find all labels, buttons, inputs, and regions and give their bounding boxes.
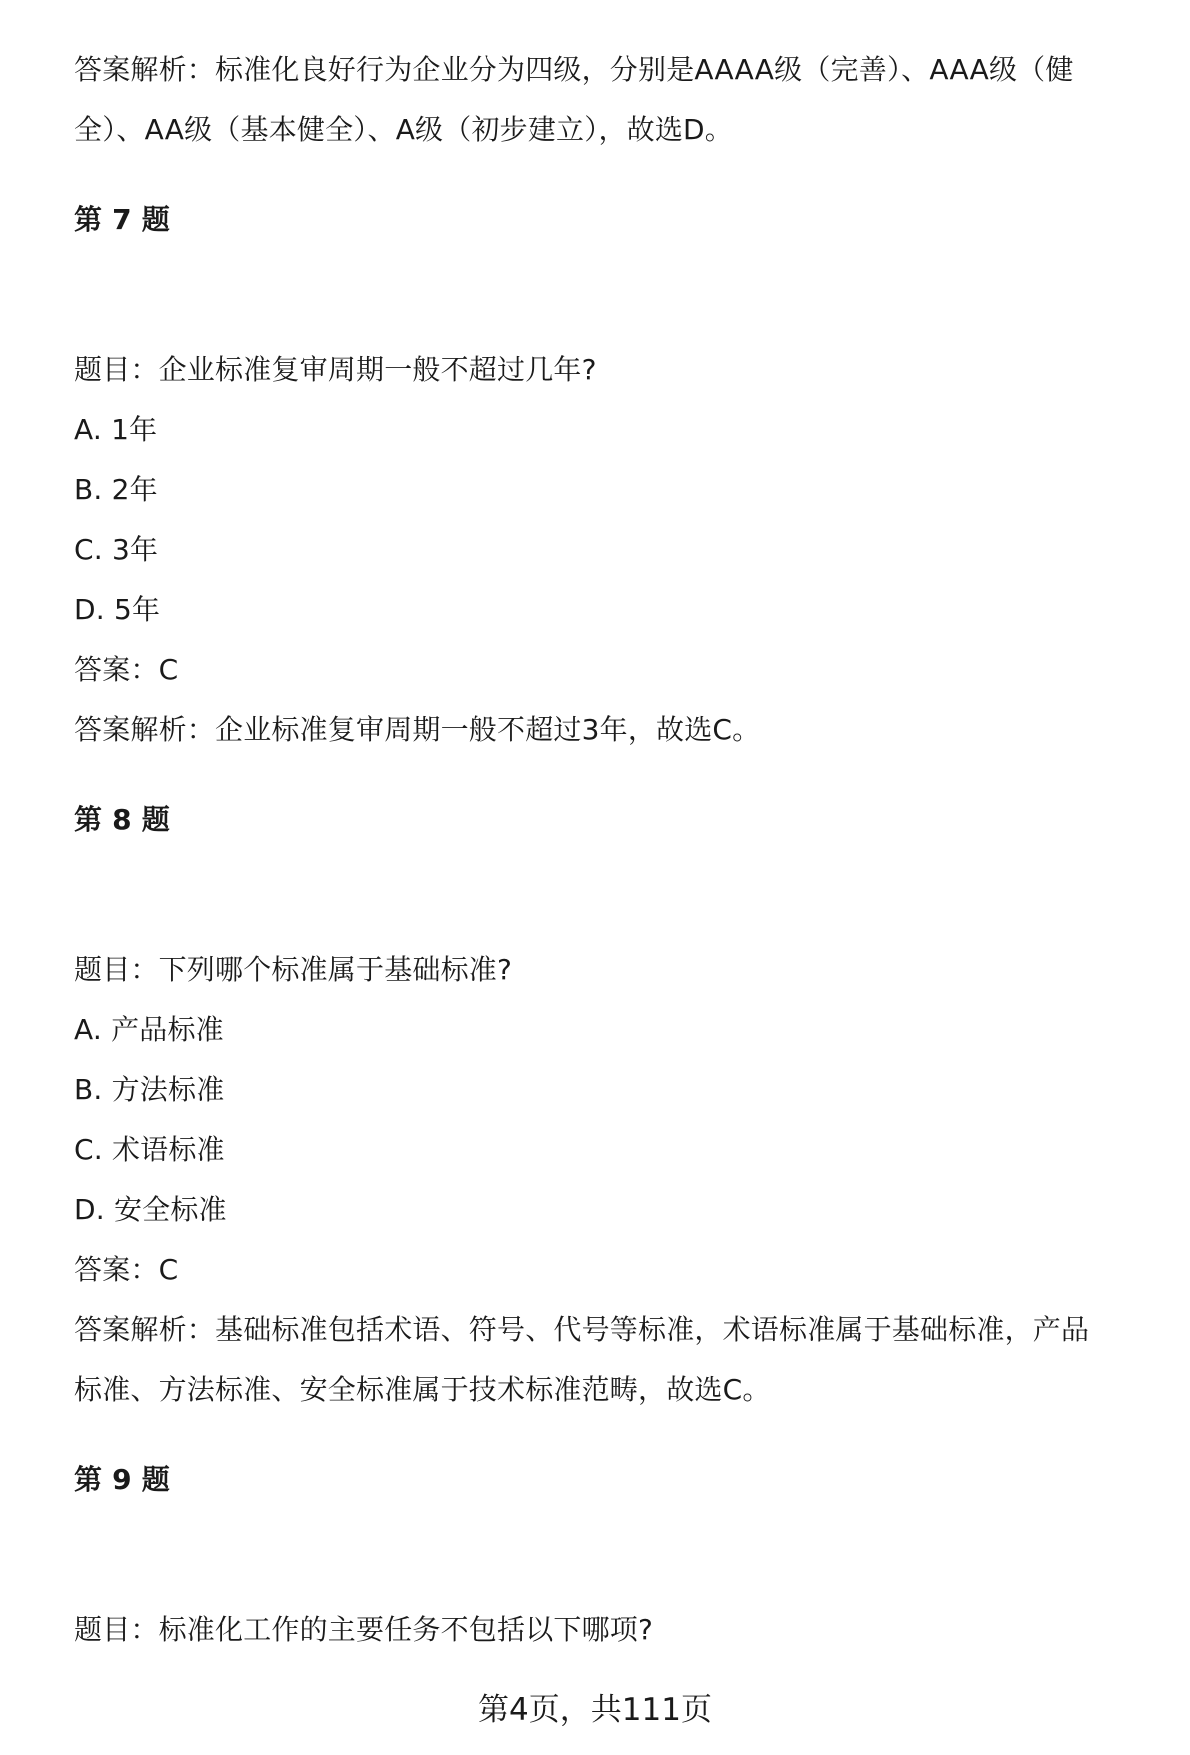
question-8-option-a: A. 产品标准 <box>74 1013 224 1046</box>
question-8-text: 题目：下列哪个标准属于基础标准? <box>74 953 513 986</box>
question-7-option-c: C. 3年 <box>74 533 159 566</box>
question-7-option-a: A. 1年 <box>74 413 158 446</box>
question-7-heading: 第 7 题 <box>74 203 170 236</box>
prev-explanation-line-2: 全）、AA级（基本健全）、A级（初步建立），故选D。 <box>74 113 734 146</box>
question-8-explanation-line-1: 答案解析：基础标准包括术语、符号、代号等标准，术语标准属于基础标准，产品 <box>74 1313 1090 1346</box>
question-7-option-b: B. 2年 <box>74 473 158 506</box>
question-8-answer: 答案：C <box>74 1253 179 1286</box>
question-7-explanation: 答案解析：企业标准复审周期一般不超过3年，故选C。 <box>74 713 761 746</box>
question-8-option-d: D. 安全标准 <box>74 1193 227 1226</box>
question-7-option-d: D. 5年 <box>74 593 161 626</box>
question-9-text: 题目：标准化工作的主要任务不包括以下哪项? <box>74 1613 654 1646</box>
question-8-option-c: C. 术语标准 <box>74 1133 225 1166</box>
question-8-option-b: B. 方法标准 <box>74 1073 225 1106</box>
question-7-text: 题目：企业标准复审周期一般不超过几年? <box>74 353 597 386</box>
question-7-answer: 答案：C <box>74 653 179 686</box>
page-number-footer: 第4页，共111页 <box>478 1692 712 1728</box>
question-9-heading: 第 9 题 <box>74 1463 170 1496</box>
prev-explanation-line-1: 答案解析：标准化良好行为企业分为四级，分别是AAAA级（完善）、AAA级（健 <box>74 53 1074 86</box>
question-8-heading: 第 8 题 <box>74 803 170 836</box>
question-8-explanation-line-2: 标准、方法标准、安全标准属于技术标准范畴，故选C。 <box>74 1373 771 1406</box>
